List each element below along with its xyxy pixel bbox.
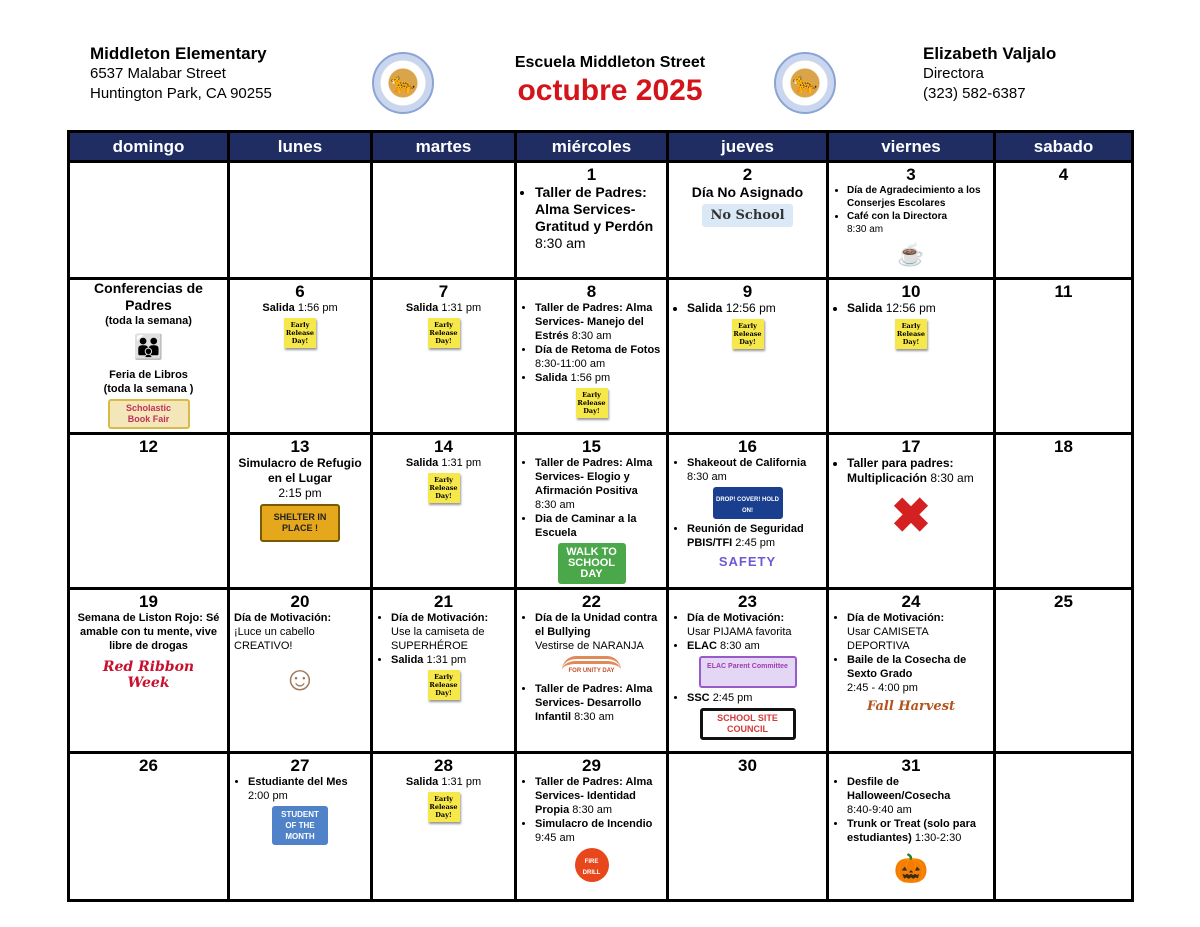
address-line-1: 6537 Malabar Street xyxy=(90,65,226,82)
event-time: ¡Luce un cabello CREATIVO! xyxy=(234,626,315,652)
day-cell-1 xyxy=(516,162,668,279)
event-time: 1:56 pm xyxy=(570,372,611,384)
day-number: 29 xyxy=(582,756,601,775)
day-cell-8 xyxy=(516,279,668,434)
sticky-image: Early Release Day! xyxy=(576,388,608,418)
event-item xyxy=(391,653,510,667)
event-time: 8:30 am xyxy=(847,224,884,235)
day-cell-16 xyxy=(668,434,828,589)
event-image-wrap xyxy=(521,540,662,587)
day-number: 10 xyxy=(901,282,921,301)
sticky-image: Early Release Day! xyxy=(284,318,316,348)
day-cell-30 xyxy=(668,753,828,901)
day-number: 2 xyxy=(742,165,753,184)
event-image-wrap xyxy=(234,501,366,545)
event-text xyxy=(234,486,366,501)
dch-image: DROP! COVER! HOLD ON! xyxy=(713,487,783,519)
bookfair-image: Scholastic Book Fair xyxy=(108,399,190,429)
event-list xyxy=(377,611,510,667)
event-image-wrap xyxy=(234,653,366,705)
day-number: 24 xyxy=(901,592,921,611)
event-text xyxy=(74,280,223,314)
day-number: 17 xyxy=(901,437,921,456)
day-number: 30 xyxy=(738,756,757,775)
event-time: 8:30 am xyxy=(572,804,613,816)
event-title: Salida xyxy=(405,776,439,788)
harvest-image: Fall Harvest xyxy=(866,699,956,714)
event-title: Día de la Unidad contra el Bullying xyxy=(535,612,658,638)
event-image-wrap xyxy=(377,667,510,703)
event-title: (toda la semana) xyxy=(105,315,192,327)
event-list xyxy=(521,456,662,540)
event-list xyxy=(521,611,662,653)
event-image-wrap xyxy=(833,695,989,718)
day-cell-28 xyxy=(372,753,516,901)
day-cell-29 xyxy=(516,753,668,901)
day-cell-12 xyxy=(69,434,229,589)
event-image-wrap xyxy=(521,845,662,885)
event-time: 1:30-2:30 xyxy=(914,832,962,844)
event-title: Salida xyxy=(405,457,439,469)
principal-name: Elizabeth Valjalo xyxy=(923,44,1057,63)
day-number: 25 xyxy=(1054,592,1073,611)
event-list xyxy=(833,611,989,695)
event-list xyxy=(673,611,822,653)
calendar-grid xyxy=(67,130,1134,902)
event-time: 1:31 pm xyxy=(441,302,482,314)
event-time: 2:45 pm xyxy=(735,537,776,549)
event-time: 8:30 am xyxy=(687,471,727,483)
school-name: Middleton Elementary xyxy=(90,44,267,63)
week-row xyxy=(69,162,1133,279)
day-cell-13 xyxy=(229,434,372,589)
event-item xyxy=(535,343,662,371)
day-cell-14 xyxy=(372,434,516,589)
event-list xyxy=(673,301,822,316)
sticky-image: Early Release Day! xyxy=(428,473,460,503)
day-cell-25 xyxy=(995,589,1133,753)
event-time: 2:00 pm xyxy=(248,790,288,802)
event-item xyxy=(687,639,822,653)
sticky-image: Early Release Day! xyxy=(895,319,927,349)
day-cell xyxy=(372,162,516,279)
event-list xyxy=(521,775,662,845)
event-image-wrap xyxy=(833,486,989,548)
event-item xyxy=(847,775,989,817)
event-item xyxy=(535,611,662,653)
event-list xyxy=(833,184,989,236)
month-title: octubre 2025 xyxy=(517,74,703,107)
day-number: 26 xyxy=(139,756,158,775)
day-cell-9 xyxy=(668,279,828,434)
event-title: Día de Motivación: xyxy=(847,612,945,624)
event-list xyxy=(234,775,366,803)
day-number: 9 xyxy=(742,282,753,301)
event-title: Simulacro de Refugio en el Lugar xyxy=(238,456,362,485)
event-time: Use la camiseta de SUPERHÉROE xyxy=(391,626,485,652)
school-logo-left: 🐆 xyxy=(372,52,434,114)
day-cell-24 xyxy=(828,589,995,753)
event-title: Día de Motivación: xyxy=(687,612,785,624)
event-time: 12:56 pm xyxy=(725,301,776,315)
event-text xyxy=(74,314,223,328)
event-title: Café con la Directora xyxy=(847,211,948,222)
event-list xyxy=(833,456,989,486)
day-number: 22 xyxy=(582,592,601,611)
weekday-martes: martes xyxy=(372,132,516,162)
event-text xyxy=(234,456,366,486)
day-number: 3 xyxy=(906,165,916,184)
day-cell-2 xyxy=(668,162,828,279)
event-image-wrap xyxy=(521,385,662,421)
week-row xyxy=(69,589,1133,753)
unity-image: FOR UNITY DAY xyxy=(562,656,620,679)
school-title: Escuela Middleton Street xyxy=(514,54,706,71)
event-title: Día de Agradecimiento a los Conserjes Escolares xyxy=(847,185,981,209)
event-time: 8:30 am xyxy=(535,499,575,511)
event-image-wrap xyxy=(377,470,510,506)
shelter-image: SHELTER IN PLACE ! xyxy=(260,504,340,542)
calendar-title xyxy=(480,54,740,108)
event-time: 2:45 - 4:00 pm xyxy=(847,682,918,694)
event-item xyxy=(535,512,662,540)
event-text xyxy=(74,611,223,653)
event-image-wrap xyxy=(833,316,989,352)
event-title: Taller de Padres: Alma Services- Gratitud y Perdón xyxy=(535,184,654,234)
event-item xyxy=(847,301,989,316)
event-title: Día de Retoma de Fotos xyxy=(535,344,661,356)
weekday-sabado: sabado xyxy=(995,132,1133,162)
day-cell-20 xyxy=(229,589,372,753)
family-image: 👪 xyxy=(133,334,164,361)
event-list xyxy=(833,775,989,845)
event-image-wrap xyxy=(673,201,822,230)
event-item xyxy=(535,817,662,845)
weekday-lunes: lunes xyxy=(229,132,372,162)
event-list xyxy=(521,682,662,724)
event-title: Shakeout de California xyxy=(687,457,807,469)
event-time: 1:31 pm xyxy=(426,654,467,666)
day-number: 15 xyxy=(582,437,601,456)
principal-info xyxy=(923,44,1056,104)
event-text xyxy=(234,301,366,315)
event-list xyxy=(521,301,662,385)
event-title: Salida xyxy=(405,302,439,314)
event-time: 8:30 am xyxy=(720,640,760,652)
day-cell xyxy=(69,162,229,279)
event-image-wrap xyxy=(673,550,822,573)
event-image-wrap xyxy=(74,653,223,697)
elac-image: ELAC Parent Committee xyxy=(699,656,797,688)
day-number: 23 xyxy=(738,592,757,611)
event-title: Salida xyxy=(391,654,424,666)
safety-image: SAFETY xyxy=(718,554,777,569)
event-title: Feria de Libros xyxy=(109,369,188,381)
event-image-wrap xyxy=(74,396,223,432)
event-title: Trunk or Treat (solo para estudiantes) xyxy=(847,818,976,844)
day-number: 20 xyxy=(290,592,310,611)
day-cell-3 xyxy=(828,162,995,279)
event-item xyxy=(687,522,822,550)
event-title: Taller de Padres: Alma Services- Elogio y Afirmación Positiva xyxy=(535,457,653,497)
event-title: Día de Motivación: xyxy=(234,612,332,624)
event-image-wrap xyxy=(234,803,366,848)
event-time: 8:30 am xyxy=(574,711,614,723)
weekday-miercoles: miércoles xyxy=(516,132,668,162)
event-image-wrap xyxy=(673,653,822,691)
day-number: 19 xyxy=(139,592,158,611)
walk-image: WALK TO SCHOOL DAY xyxy=(558,543,626,584)
event-list xyxy=(833,301,989,316)
event-title: Taller de Padres: Alma Services- Manejo del Estrés xyxy=(535,302,653,342)
som-image: STUDENT OF THE MONTH xyxy=(272,806,328,845)
day-number: 1 xyxy=(586,165,597,184)
week-row xyxy=(69,279,1133,434)
day-number: 11 xyxy=(1054,282,1073,301)
day-cell-6 xyxy=(229,279,372,434)
day-cell xyxy=(995,753,1133,901)
day-number: 7 xyxy=(438,282,449,301)
event-time: 1:56 pm xyxy=(297,302,338,314)
event-item xyxy=(687,611,822,639)
event-title: Desfile de Halloween/Cosecha xyxy=(847,776,951,802)
day-cell-19 xyxy=(69,589,229,753)
event-time: 8:30 am xyxy=(930,471,974,485)
day-cell-11 xyxy=(995,279,1133,434)
day-cell-7 xyxy=(372,279,516,434)
coffee-image: ☕ xyxy=(897,242,925,267)
event-text xyxy=(377,456,510,470)
day-cell-21 xyxy=(372,589,516,753)
event-item xyxy=(248,775,366,803)
event-time: 1:31 pm xyxy=(441,776,482,788)
day-number: 16 xyxy=(738,437,757,456)
day-cell-4 xyxy=(995,162,1133,279)
event-text xyxy=(377,301,510,315)
event-text xyxy=(377,775,510,789)
event-time: 2:15 pm xyxy=(278,486,322,500)
event-item xyxy=(391,611,510,653)
day-number: 4 xyxy=(1058,165,1069,184)
day-number: 6 xyxy=(295,282,305,301)
weekday-domingo: domingo xyxy=(69,132,229,162)
event-title: Simulacro de Incendio xyxy=(535,818,653,830)
event-item xyxy=(535,301,662,343)
day-cell-27 xyxy=(229,753,372,901)
event-title: (toda la semana ) xyxy=(103,383,194,395)
event-item xyxy=(847,817,989,845)
event-item xyxy=(535,775,662,817)
event-title: Semana de Liston Rojo: Sé amable con tu mente, vive libre de drogas xyxy=(77,612,220,652)
address-line-2: Huntington Park, CA 90255 xyxy=(90,85,272,102)
event-image-wrap xyxy=(377,315,510,351)
fire-image: FIRE DRILL xyxy=(575,848,609,882)
school-logo-right: 🐆 xyxy=(774,52,836,114)
event-image-wrap xyxy=(673,705,822,743)
weekday-jueves: jueves xyxy=(668,132,828,162)
day-number: 27 xyxy=(290,756,310,775)
day-cell-18 xyxy=(995,434,1133,589)
event-image-wrap xyxy=(833,845,989,893)
event-item xyxy=(535,371,662,385)
day-cell-17 xyxy=(828,434,995,589)
event-list xyxy=(673,522,822,550)
event-title: Taller de Padres: Alma Services- Identidad Propia xyxy=(535,776,653,816)
event-time: 8:30 am xyxy=(571,330,612,342)
event-title: Día de Motivación: xyxy=(391,612,489,624)
event-image-wrap xyxy=(377,789,510,825)
principal-role: Directora xyxy=(923,65,984,82)
redx-image: ✖ xyxy=(890,490,932,543)
event-title: SSC xyxy=(687,692,710,704)
day-cell-26 xyxy=(69,753,229,901)
day-number: 28 xyxy=(434,756,453,775)
event-text xyxy=(74,368,223,382)
day-number: 31 xyxy=(901,756,921,775)
noschool-image: No School xyxy=(702,204,792,227)
event-time: Vestirse de NARANJA xyxy=(535,640,644,652)
event-image-wrap xyxy=(673,316,822,352)
event-time: Usar CAMISETA DEPORTIVA xyxy=(847,626,929,652)
event-item xyxy=(687,456,822,484)
sticky-image: Early Release Day! xyxy=(732,319,764,349)
day-cell-22 xyxy=(516,589,668,753)
event-item xyxy=(535,682,662,724)
event-time: 9:45 am xyxy=(535,832,575,844)
event-image-wrap xyxy=(833,236,989,274)
ssc-image: SCHOOL SITE COUNCIL xyxy=(700,708,796,740)
event-item xyxy=(535,184,662,252)
week-row xyxy=(69,753,1133,901)
principal-phone: (323) 582-6387 xyxy=(923,85,1026,102)
event-item xyxy=(687,691,822,705)
event-text xyxy=(234,611,366,653)
event-time: 8:30-11:00 am xyxy=(535,358,606,370)
event-image-wrap xyxy=(234,315,366,351)
event-title: Conferencias de Padres xyxy=(94,280,203,313)
day-cell-10 xyxy=(828,279,995,434)
event-time: 1:31 pm xyxy=(441,457,482,469)
event-time: 2:45 pm xyxy=(712,692,753,704)
event-time: 8:30 am xyxy=(535,235,586,251)
day-number: 12 xyxy=(139,437,158,456)
event-image-wrap xyxy=(74,328,223,368)
day-cell xyxy=(69,279,229,434)
sticky-image: Early Release Day! xyxy=(428,318,460,348)
hair-image: ☺ xyxy=(282,660,318,698)
costume-image: 🎃 xyxy=(893,853,929,884)
event-item xyxy=(847,611,989,653)
event-title: Estudiante del Mes xyxy=(248,776,348,788)
sticky-image: Early Release Day! xyxy=(428,792,460,822)
event-title: ELAC xyxy=(687,640,717,652)
event-time: 8:40-9:40 am xyxy=(847,804,912,816)
day-cell xyxy=(229,162,372,279)
week-row xyxy=(69,434,1133,589)
day-cell-31 xyxy=(828,753,995,901)
event-item xyxy=(847,653,989,695)
event-title: Salida xyxy=(535,372,568,384)
event-title: Salida xyxy=(262,302,295,314)
event-title: Reunión de Seguridad PBIS/TFI xyxy=(687,523,804,549)
sticky-image: Early Release Day! xyxy=(428,670,460,700)
event-list xyxy=(673,691,822,705)
event-item xyxy=(847,456,989,486)
day-cell-23 xyxy=(668,589,828,753)
event-title: Taller para padres: Multiplicación xyxy=(847,456,954,485)
event-text xyxy=(74,382,223,396)
event-image-wrap xyxy=(521,653,662,682)
event-title: Dia de Caminar a la Escuela xyxy=(535,513,637,539)
event-text xyxy=(673,184,822,201)
school-info xyxy=(90,44,272,104)
day-number: 8 xyxy=(586,282,597,301)
event-image-wrap xyxy=(673,484,822,522)
event-title: Día No Asignado xyxy=(691,184,804,200)
event-time: 12:56 pm xyxy=(885,301,936,315)
event-item xyxy=(535,456,662,512)
weekday-viernes: viernes xyxy=(828,132,995,162)
event-title: Salida xyxy=(847,301,883,315)
event-time: Usar PIJAMA favorita xyxy=(687,626,792,638)
event-item xyxy=(847,210,989,236)
event-item xyxy=(687,301,822,316)
event-list xyxy=(673,456,822,484)
event-title: Salida xyxy=(687,301,723,315)
event-item xyxy=(847,184,989,210)
event-list xyxy=(521,184,662,252)
event-title: Taller de Padres: Alma Services- Desarrollo Infantil xyxy=(535,683,653,723)
day-number: 14 xyxy=(434,437,453,456)
day-cell-15 xyxy=(516,434,668,589)
weekday-header-row xyxy=(69,132,1133,162)
ribbon-image: Red Ribbon Week xyxy=(102,659,195,691)
day-number: 13 xyxy=(290,437,310,456)
day-number: 18 xyxy=(1054,437,1073,456)
event-title: Baile de la Cosecha de Sexto Grado xyxy=(847,654,967,680)
day-number: 21 xyxy=(434,592,453,611)
